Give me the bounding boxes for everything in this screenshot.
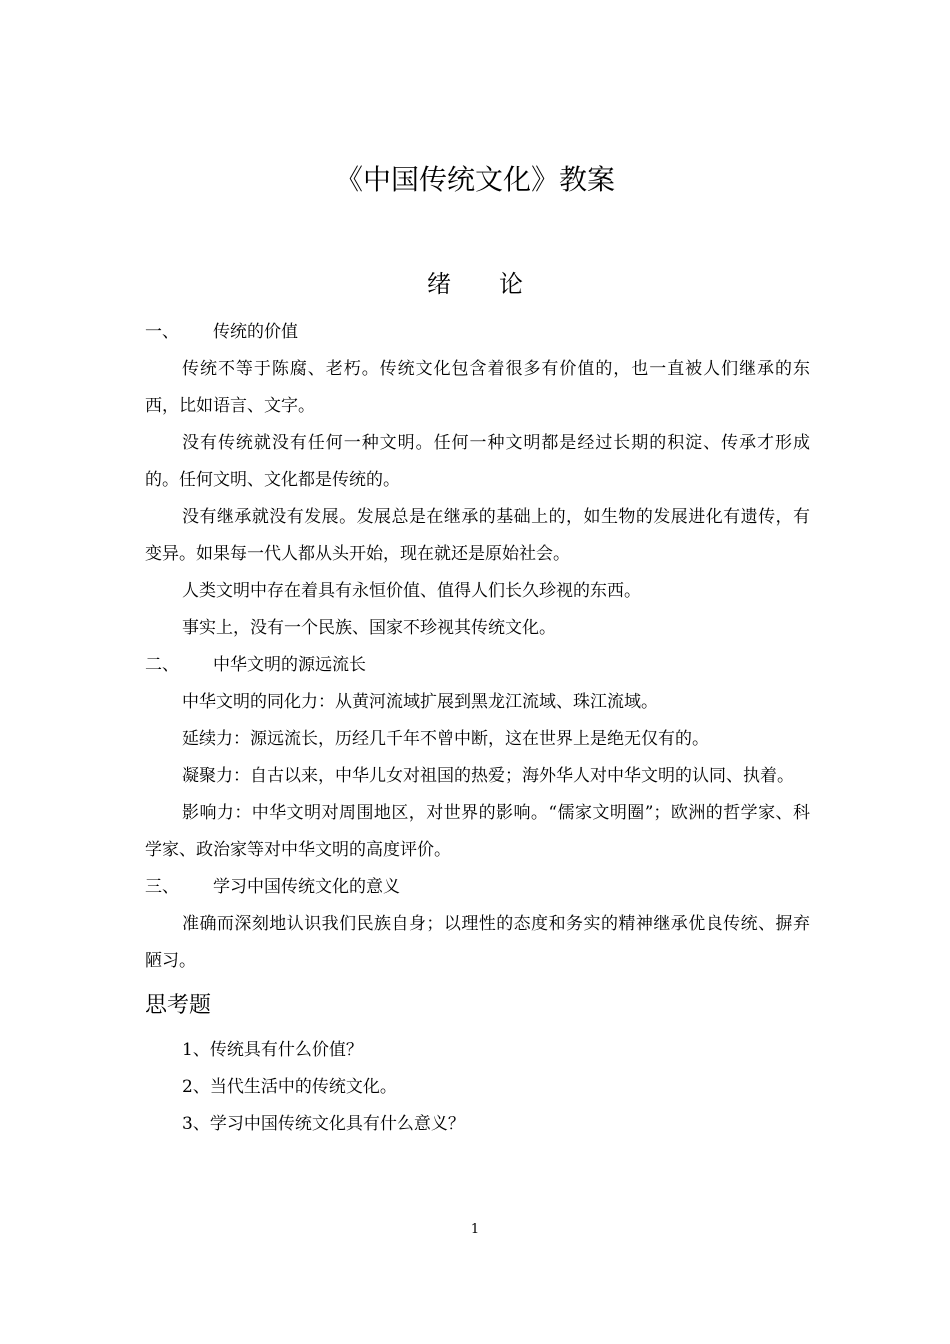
paragraph: 人类文明中存在着具有永恒价值、值得人们长久珍视的东西。 (182, 581, 641, 601)
section-heading-text: 学习中国传统文化的意义 (213, 877, 400, 897)
paragraph: 事实上，没有一个民族、国家不珍视其传统文化。 (182, 618, 556, 638)
paragraph: 没有传统就没有任何一种文明。任何一种文明都是经过长期的积淀、传承才形成的。任何文明、文化都是传统的。 (145, 433, 810, 490)
paragraph: 凝聚力：自古以来，中华儿女对祖国的热爱；海外华人对中华文明的认同、执着。 (182, 766, 794, 786)
section-heading-text: 传统的价值 (213, 322, 298, 342)
document-title: 《中国传统文化》教案 (334, 163, 615, 196)
question-item: 3、学习中国传统文化具有什么意义？ (182, 1114, 465, 1134)
question-item: 1、传统具有什么价值？ (182, 1040, 363, 1060)
paragraph: 传统不等于陈腐、老朽。传统文化包含着很多有价值的，也一直被人们继承的东西，比如语言、文字。 (145, 359, 810, 416)
paragraph: 准确而深刻地认识我们民族自身；以理性的态度和务实的精神继承优良传统、摒弃陋习。 (145, 914, 810, 971)
page-number: 1 (470, 1222, 480, 1237)
section-title-char-1: 绪 (427, 270, 451, 298)
section-number: 一、 (145, 322, 179, 342)
section-heading (145, 869, 810, 906)
document-body (145, 314, 810, 1143)
paragraph: 没有继承就没有发展。发展总是在继承的基础上的，如生物的发展进化有遗传，有变异。如果每一代人都从头开始，现在就还是原始社会。 (145, 507, 810, 564)
paragraph: 延续力：源远流长，历经几千年不曾中断，这在世界上是绝无仅有的。 (182, 729, 709, 749)
section-heading (145, 647, 810, 684)
question-item: 2、当代生活中的传统文化。 (182, 1077, 397, 1097)
paragraph: 影响力：中华文明对周围地区，对世界的影响。“儒家文明圈”；欧洲的哲学家、科学家、政治家等对中华文明的高度评价。 (145, 803, 810, 860)
questions-title: 思考题 (145, 993, 212, 1018)
section-title (0, 264, 950, 304)
section-number: 三、 (145, 877, 179, 897)
section-number: 二、 (145, 655, 179, 675)
section-heading (145, 314, 810, 351)
section-title-char-2: 论 (499, 270, 523, 298)
section-heading-text: 中华文明的源远流长 (213, 655, 366, 675)
paragraph: 中华文明的同化力：从黄河流域扩展到黑龙江流域、珠江流域。 (182, 692, 658, 712)
